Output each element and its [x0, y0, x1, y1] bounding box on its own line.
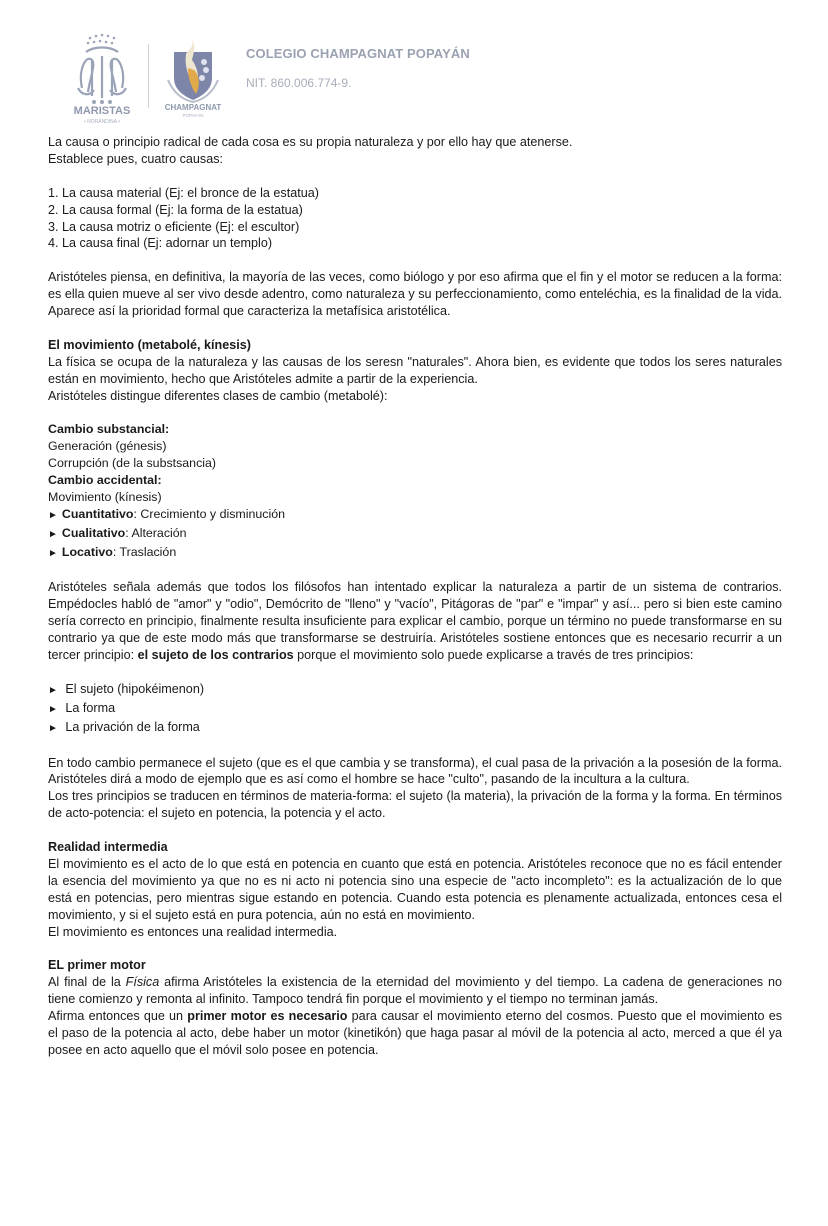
list-item-locativo: ► Locativo: Traslación	[48, 544, 782, 563]
document-header	[68, 30, 508, 126]
triangle-bullet-icon: ►	[48, 722, 58, 734]
paragraph-cambio-sujeto-1: En todo cambio permanece el sujeto (que es el que cambia y se transforma), el cual pasa de la privación a la posesión de la forma. Aristóteles dirá a modo de ejemplo que es así como el hombre se hace "culto", pasando de la incultura a la cultura.	[48, 755, 782, 787]
item-movimiento: Movimiento (kínesis)	[48, 489, 162, 504]
principio-item: ► El sujeto (hipokéimenon)	[48, 681, 782, 700]
paragraph-primer-motor-2: Afirma entonces que un primer motor es necesario para causar el movimiento eterno del cosmos. Puesto que el movimiento es el paso de la potencia al acto, debe haber un motor (kinetikón) que haga pasar al móvil de la potencia al acto, merced a que él ya posee en acto aquello que el móvil solo posee en potencia.	[48, 1009, 783, 1057]
list-item-cuantitativo: ► Cuantitativo: Crecimiento y disminución	[48, 506, 782, 525]
item-corrupcion: Corrupción (de la substsancia)	[48, 456, 217, 471]
triangle-bullet-icon: ►	[48, 703, 58, 715]
svg-text:CHAMPAGNAT: CHAMPAGNAT	[164, 103, 222, 112]
label-cambio-substancial: Cambio substancial:	[48, 422, 170, 437]
triangle-bullet-icon: ►	[48, 528, 58, 540]
svg-text:MARISTAS: MARISTAS	[73, 105, 131, 117]
intro-line-2: Establece pues, cuatro causas:	[48, 151, 224, 166]
triangle-bullet-icon: ►	[48, 547, 58, 559]
paragraph-movimiento-2: Aristóteles distingue diferentes clases de cambio (metabolé):	[48, 388, 388, 403]
cause-item: 1. La causa material (Ej: el bronce de la estatua)	[48, 185, 319, 200]
cause-item: 4. La causa final (Ej: adornar un templo)	[48, 236, 273, 251]
principio-item: ► La forma	[48, 700, 782, 719]
heading-realidad-intermedia: Realidad intermedia	[48, 840, 168, 855]
item-generacion: Generación (génesis)	[48, 439, 167, 454]
document-body	[48, 134, 782, 1059]
triangle-bullet-icon: ►	[48, 684, 58, 696]
svg-text:POPAYÁN: POPAYÁN	[182, 113, 204, 118]
paragraph-movimiento-1: La física se ocupa de la naturaleza y las causas de los seresn "naturales". Ahora bien, es evidente que todos los seres naturales están en movimiento, hecho que Aristóteles admite a partir de la experiencia.	[48, 354, 782, 386]
logo-divider	[148, 44, 149, 108]
school-name: COLEGIO CHAMPAGNAT POPAYÁN	[246, 46, 470, 61]
svg-text:• NORANDINA •: • NORANDINA •	[83, 119, 121, 125]
paragraph-contrarios: Aristóteles señala además que todos los filósofos han intentado explicar la naturaleza a partir de un sistema de contrarios. Empédocles habló de "amor" y "odio", Demócrito de "lleno" y "vacío", Pitágoras de "par" e "impar" y así... pero si bien este camino sería correcto en principio, finalmente resulta insuficiente para explicar el cambio, porque un término no puede transformarse en su contrario ya que de este modo más que transformarse se destruiría. Aristóteles sostiene entonces que es necesario recurrir a un tercer principio: el sujeto de los contrarios porque el movimiento solo puede explicarse a través de tres principios:	[48, 580, 782, 663]
triangle-bullet-icon: ►	[48, 509, 58, 521]
champagnat-logo-icon	[156, 34, 230, 120]
label-cambio-accidental: Cambio accidental:	[48, 473, 162, 488]
paragraph-biologo: Aristóteles piensa, en definitiva, la mayoría de las veces, como biólogo y por eso afirma que el fin y el motor se reducen a la forma: es ella quien mueve al ser vivo desde adentro, como naturaleza y su perfeccionamiento, como enteléchia, es la finalidad de la vida. Aparece así la prioridad formal que caracteriza la metafísica aristotélica.	[48, 270, 782, 319]
heading-movimiento: El movimiento (metabolé, kínesis)	[48, 337, 251, 352]
intro-line-1: La causa o principio radical de cada cosa es su propia naturaleza y por ello hay que atenerse.	[48, 135, 573, 149]
paragraph-cambio-sujeto-2: Los tres principios se traducen en términos de materia-forma: el sujeto (la materia), la privación de la forma y la forma. En términos de acto-potencia: el sujeto en potencia, la potencia y el acto.	[48, 789, 782, 821]
cause-item: 2. La causa formal (Ej: la forma de la estatua)	[48, 202, 303, 217]
paragraph-primer-motor-1: Al final de la Física afirma Aristóteles la existencia de la eternidad del movimiento y del tiempo. La cadena de generaciones no tiene comienzo y remonta al infinito. Tampoco tendrá fin porque el movimiento y el tiempo no terminan jamás.	[48, 975, 782, 1007]
school-nit: NIT. 860.006.774-9.	[246, 76, 352, 90]
maristas-logo-icon	[68, 30, 158, 126]
cause-item: 3. La causa motriz o eficiente (Ej: el escultor)	[48, 219, 300, 234]
principio-item: ► La privación de la forma	[48, 719, 782, 738]
heading-primer-motor: EL primer motor	[48, 958, 146, 973]
paragraph-realidad-1: El movimiento es el acto de lo que está en potencia en cuanto que está en potencia. Aristóteles reconoce que no es fácil entender la esencia del movimiento ya que no es ni acto ni potencia sino una especie de "acto incompleto": es la actualización de lo que está en potencias, pero mientras sigue estando en potencia. Cuando esta potencia es plenamente actualizada, entonces cesa el movimiento, y si el sujeto está en pura potencia, aún no está en movimiento.	[48, 856, 782, 922]
list-item-cualitativo: ► Cualitativo: Alteración	[48, 525, 782, 544]
paragraph-realidad-2: El movimiento es entonces una realidad intermedia.	[48, 924, 338, 939]
